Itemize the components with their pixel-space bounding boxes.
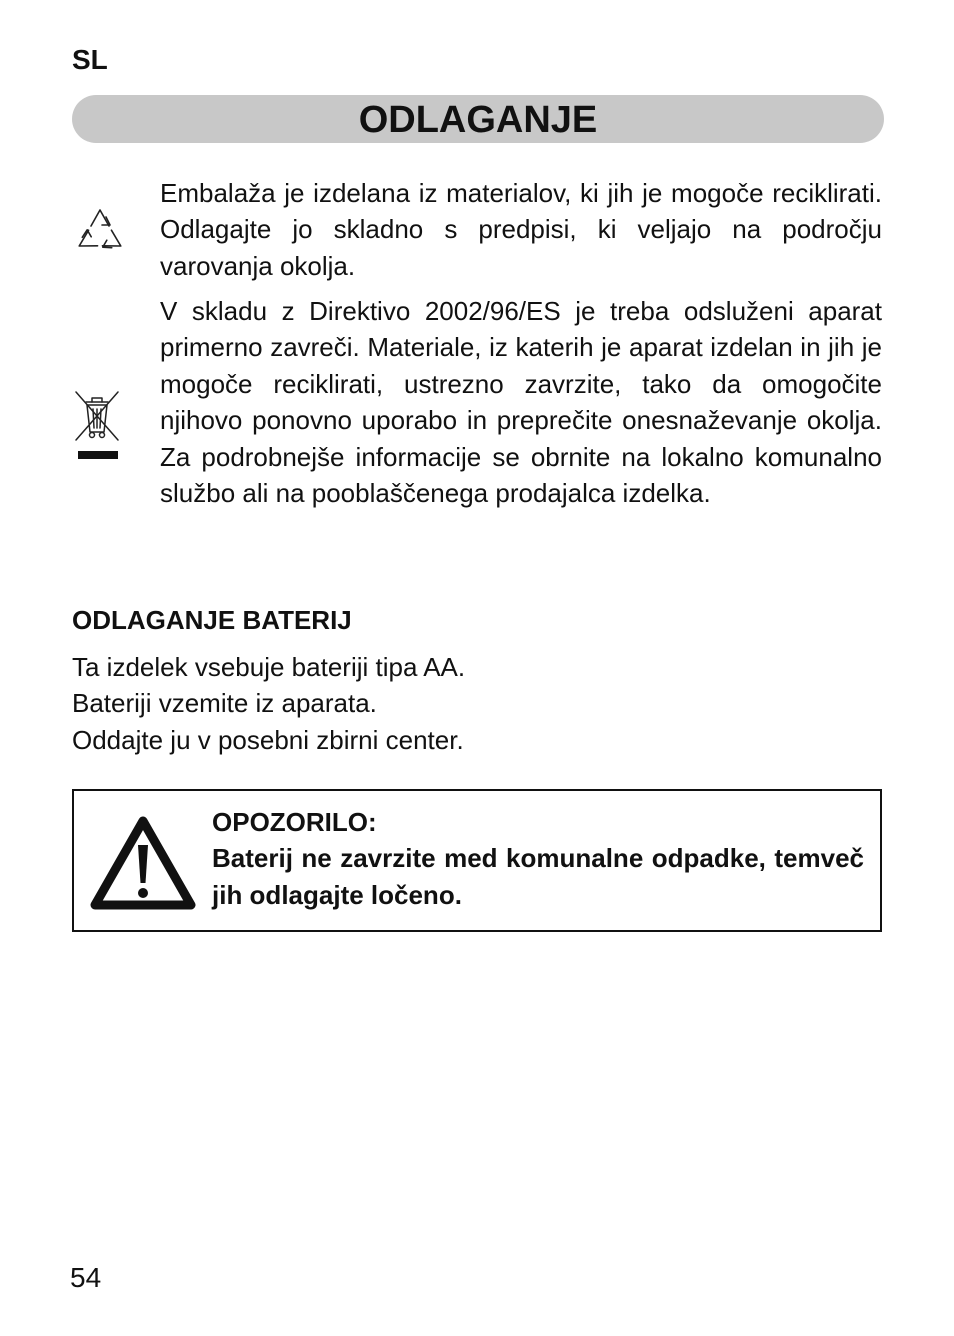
warning-content <box>212 804 864 913</box>
battery-line: Ta izdelek vsebuje bateriji tipa AA. <box>72 652 466 682</box>
battery-line: Bateriji vzemite iz aparata. <box>72 688 377 719</box>
battery-instructions <box>72 649 465 758</box>
battery-line: Oddajte ju v posebni zbirni center. <box>72 724 464 755</box>
warning-triangle-icon <box>88 813 198 913</box>
battery-section-title: ODLAGANJE BATERIJ <box>72 605 352 635</box>
warning-message: Baterij ne zavrzite med komunalne odpadke, temveč jih odlagajte ločeno. <box>212 843 864 910</box>
page-title: ODLAGANJE <box>72 95 884 143</box>
warning-box <box>72 789 882 932</box>
warning-label: OPOZORILO: <box>212 807 377 837</box>
crossed-out-bin-icon <box>70 388 124 464</box>
weee-disposal-text: V skladu z Direktivo 2002/96/ES je treba odsluženi aparat primerno zavreči. Materiale, iz katerih je aparat izdelan in jih je mogoče reciklirati, ustrezno zavrzite, tako da omogočite njihovo ponovno uporabo in preprečite onesnaževanje okolja. Za podrobnejše informacije se obrnite na lokalno komunalno službo ali na pooblaščenega prodajalca izdelka. <box>160 296 882 509</box>
recycle-icon <box>70 202 130 262</box>
page-number: 54 <box>70 1262 102 1293</box>
language-code: SL <box>72 44 108 75</box>
packaging-disposal-text: Embalaža je izdelana iz materialov, ki jih je mogoče reciklirati. Odlagajte jo skladno s predpisi, ki veljajo na področju varovanja okolja. <box>160 178 882 281</box>
